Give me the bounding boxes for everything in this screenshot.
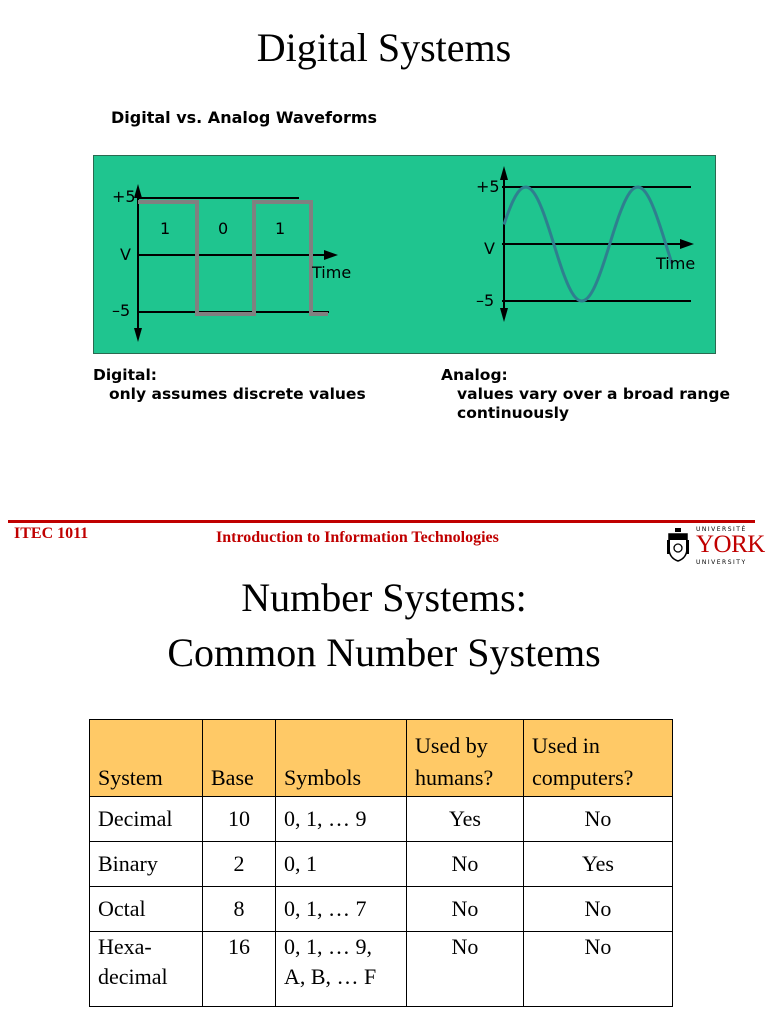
table-row [90, 887, 673, 932]
header-computers [524, 720, 673, 797]
voltage-up-arrow-icon [500, 166, 508, 180]
analog-text-line1: values vary over a broad range [457, 385, 730, 403]
footer-rule [8, 520, 755, 523]
cell-system-line2: decimal [98, 964, 168, 989]
cell-humans: Yes [407, 797, 524, 842]
voltage-down-arrow-icon [134, 328, 142, 342]
time-arrow-icon [680, 239, 694, 249]
analog-minus-label: –5 [476, 291, 495, 310]
table-row [90, 842, 673, 887]
bit-label: 1 [160, 219, 171, 238]
waveform-panel [93, 155, 716, 354]
digital-v-label: V [120, 245, 131, 264]
cell-system-line1: Hexa- [98, 934, 152, 959]
cell-base: 2 [203, 842, 276, 887]
digital-time-label: Time [312, 263, 352, 282]
number-systems-table [89, 719, 673, 1007]
cell-computers: No [524, 797, 673, 842]
table-header-row [90, 720, 673, 797]
voltage-down-arrow-icon [500, 308, 508, 322]
header-symbols: Symbols [276, 720, 407, 797]
analog-plus-label: +5 [476, 177, 500, 196]
analog-time-label: Time [656, 254, 696, 273]
cell-base: 8 [203, 887, 276, 932]
cell-symbols: 0, 1, … 7 [276, 887, 407, 932]
header-humans [407, 720, 524, 797]
waveforms-subtitle: Digital vs. Analog Waveforms [111, 108, 378, 127]
logo-name: YORK [696, 531, 765, 558]
bit-label: 1 [275, 219, 286, 238]
table-row [90, 797, 673, 842]
cell-system: Binary [90, 842, 203, 887]
table-row [90, 932, 673, 1007]
page-title: Digital Systems [256, 25, 512, 70]
digital-minus-label: –5 [112, 301, 131, 320]
digital-description [93, 366, 366, 404]
crest-icon [666, 528, 690, 562]
course-title: Introduction to Information Technologies [216, 529, 499, 546]
cell-computers: No [524, 887, 673, 932]
cell-humans: No [407, 887, 524, 932]
york-logo [662, 524, 765, 568]
analog-text-line2: continuously [457, 404, 569, 422]
logo-bottom-text: UNIVERSITY [696, 559, 747, 566]
cell-symbols-line2: A, B, … F [284, 964, 377, 989]
cell-computers: No [524, 932, 673, 1007]
analog-waveform-chart [476, 166, 695, 322]
cell-base: 10 [203, 797, 276, 842]
waveform-diagram [94, 156, 717, 355]
analog-heading: Analog: [441, 366, 508, 384]
header-humans-line2: humans? [415, 765, 494, 790]
header-humans-line1: Used by [415, 733, 488, 758]
cell-humans: No [407, 842, 524, 887]
cell-humans: No [407, 932, 524, 1007]
analog-description [441, 366, 730, 423]
cell-base: 16 [203, 932, 276, 1007]
header-computers-line2: computers? [532, 765, 634, 790]
analog-v-label: V [484, 239, 495, 258]
cell-system: Octal [90, 887, 203, 932]
cell-symbols [276, 932, 407, 1007]
header-base: Base [203, 720, 276, 797]
course-code: ITEC 1011 [14, 525, 89, 542]
time-arrow-icon [324, 250, 338, 260]
digital-waveform-chart [112, 184, 351, 342]
cell-symbols: 0, 1 [276, 842, 407, 887]
digital-text: only assumes discrete values [109, 385, 366, 403]
cell-system: Decimal [90, 797, 203, 842]
digital-plus-label: +5 [112, 187, 136, 206]
cell-computers: Yes [524, 842, 673, 887]
cell-system [90, 932, 203, 1007]
cell-symbols-line1: 0, 1, … 9, [284, 934, 372, 959]
logo-top-text: UNIVERSITÉ [696, 526, 747, 533]
header-system: System [90, 720, 203, 797]
section-title-line2: Common Number Systems [167, 630, 601, 675]
cell-symbols: 0, 1, … 9 [276, 797, 407, 842]
bit-label: 0 [218, 219, 229, 238]
digital-heading: Digital: [93, 366, 157, 384]
header-computers-line1: Used in [532, 733, 600, 758]
section-title-line1: Number Systems: [241, 575, 527, 620]
